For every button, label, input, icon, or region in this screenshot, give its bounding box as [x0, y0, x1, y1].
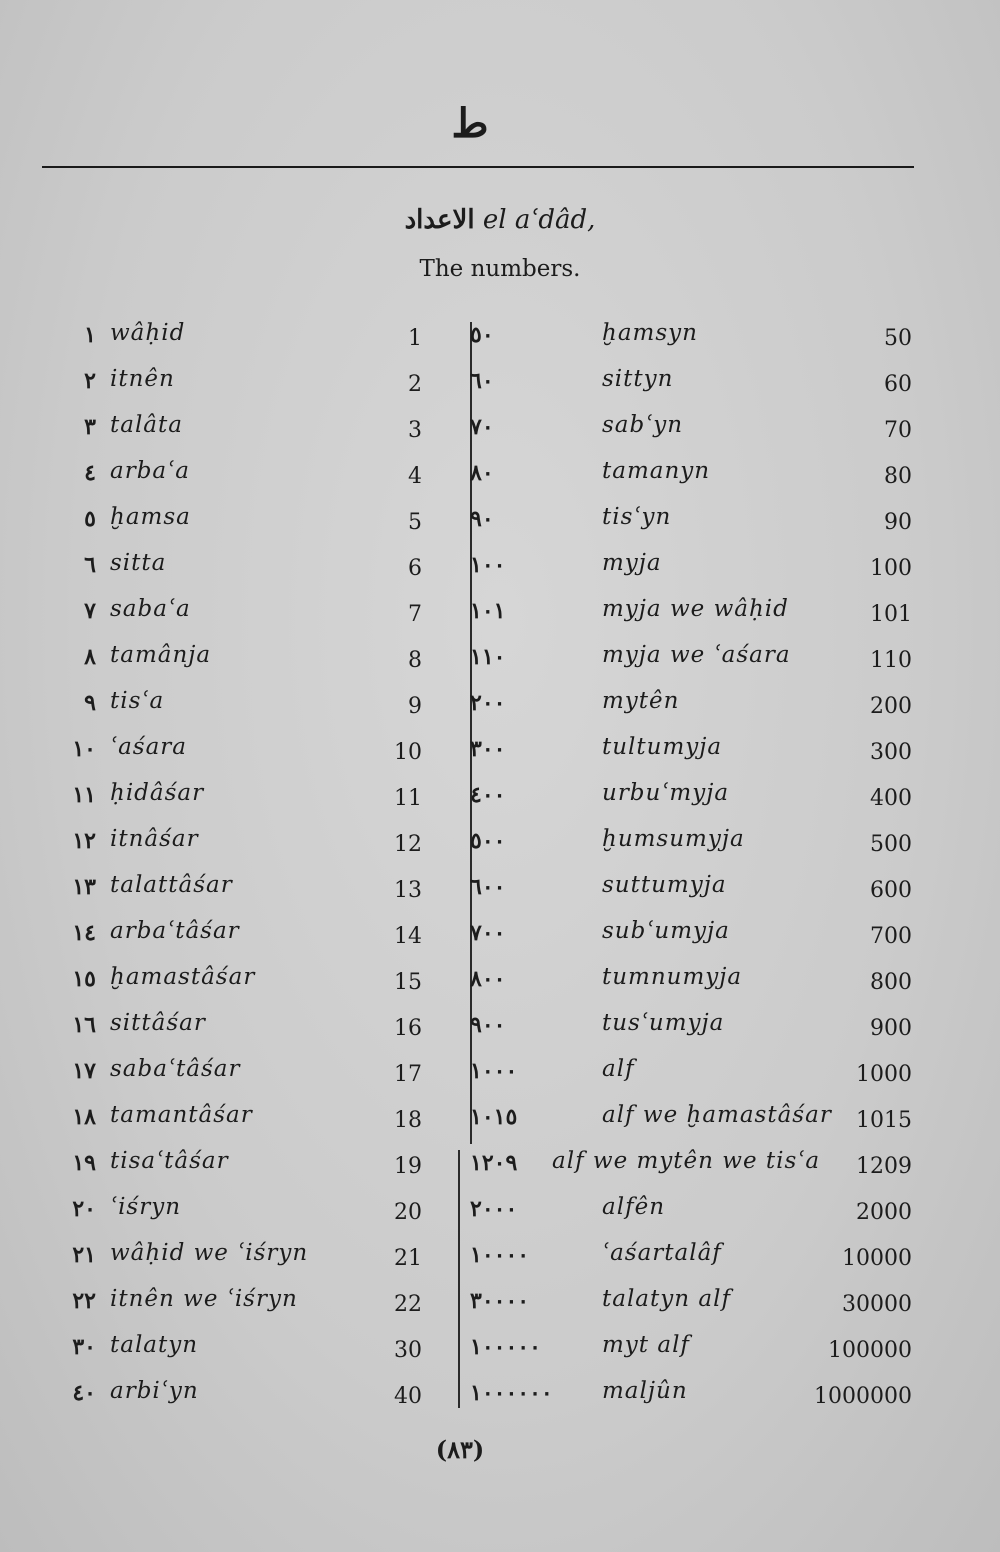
- number-word: alf: [602, 1056, 635, 1082]
- number-row: [462, 638, 912, 684]
- number-word: urbuʿmyja: [602, 780, 730, 806]
- western-numeral: 600: [870, 878, 912, 903]
- number-row: [50, 1190, 430, 1236]
- number-row: [462, 1282, 912, 1328]
- arabic-numeral: ٥٠: [470, 322, 494, 348]
- arabic-numeral: ٤٠: [72, 1380, 96, 1406]
- header-rule: [42, 166, 914, 168]
- western-numeral: 30: [394, 1338, 422, 1363]
- western-numeral: 70: [884, 418, 912, 443]
- number-row: [50, 776, 430, 822]
- western-numeral: 700: [870, 924, 912, 949]
- western-numeral: 7: [408, 602, 422, 627]
- arabic-numeral: ٧: [84, 598, 96, 624]
- number-row: [50, 1282, 430, 1328]
- number-word: ḫumsumyja: [602, 826, 745, 852]
- arabic-numeral: ٩: [84, 690, 96, 716]
- number-row: [50, 1098, 430, 1144]
- number-word: sittâśar: [110, 1010, 206, 1036]
- number-row: [462, 776, 912, 822]
- number-row: [50, 960, 430, 1006]
- number-word: talatyn alf: [602, 1286, 731, 1312]
- number-row: [462, 1374, 912, 1420]
- number-row: [50, 1006, 430, 1052]
- number-row: [50, 730, 430, 776]
- arabic-numeral: ٨: [84, 644, 96, 670]
- number-row: [50, 408, 430, 454]
- number-word: alf we ḫamastâśar: [602, 1102, 832, 1128]
- western-numeral: 500: [870, 832, 912, 857]
- number-word: ʿiśryn: [110, 1194, 182, 1220]
- western-numeral: 50: [884, 326, 912, 351]
- western-numeral: 1: [408, 326, 422, 351]
- number-word: talattâśar: [110, 872, 233, 898]
- number-word: arbaʿa: [110, 458, 190, 484]
- arabic-numeral: ٧٠٠: [470, 920, 506, 946]
- number-word: sitta: [110, 550, 167, 576]
- arabic-numeral: ٢٠٠: [470, 690, 506, 716]
- number-row: [462, 408, 912, 454]
- western-numeral: 6: [408, 556, 422, 581]
- arabic-numeral: ١٣: [72, 874, 96, 900]
- western-numeral: 4: [408, 464, 422, 489]
- column-divider-lower: [458, 1150, 460, 1408]
- number-word: ʿaśartalâf: [602, 1240, 722, 1266]
- number-row: [50, 1052, 430, 1098]
- number-word: myt alf: [602, 1332, 690, 1358]
- western-numeral: 60: [884, 372, 912, 397]
- number-row: [50, 546, 430, 592]
- arabic-numeral: ١٧: [72, 1058, 96, 1084]
- western-numeral: 800: [870, 970, 912, 995]
- arabic-numeral: ٦: [84, 552, 96, 578]
- number-word: maljûn: [602, 1378, 688, 1404]
- arabic-numeral: ١٢: [72, 828, 96, 854]
- number-row: [50, 638, 430, 684]
- arabic-numeral: ١٨: [72, 1104, 96, 1130]
- number-word: talatyn: [110, 1332, 199, 1358]
- number-word: sittyn: [602, 366, 674, 392]
- number-word: tamanyn: [602, 458, 711, 484]
- western-numeral: 3: [408, 418, 422, 443]
- number-row: [50, 1144, 430, 1190]
- arabic-numeral: ١٠٠٠: [470, 1058, 518, 1084]
- number-word: myja: [602, 550, 662, 576]
- number-word: ʿaśara: [110, 734, 187, 760]
- arabic-numeral: ٢: [84, 368, 96, 394]
- arabic-numeral: ٦٠: [470, 368, 494, 394]
- western-numeral: 17: [394, 1062, 422, 1087]
- page-number: (٨٣): [435, 1435, 485, 1464]
- number-row: [462, 316, 912, 362]
- number-row: [462, 730, 912, 776]
- number-row: [462, 868, 912, 914]
- number-word: tumnumyja: [602, 964, 743, 990]
- arabic-numeral: ٩٠٠: [470, 1012, 506, 1038]
- western-numeral: 16: [394, 1016, 422, 1041]
- arabic-numeral: ١٠٠٠٠٠: [470, 1334, 541, 1360]
- arabic-numeral: ٢٠: [72, 1196, 96, 1222]
- number-row: [462, 546, 912, 592]
- number-word: wâḥid we ʿiśryn: [110, 1240, 309, 1266]
- western-numeral: 10: [394, 740, 422, 765]
- arabic-numeral: ٢٠٠٠: [470, 1196, 518, 1222]
- arabic-numeral: ٨٠٠: [470, 966, 506, 992]
- number-word: sabaʿa: [110, 596, 191, 622]
- western-numeral: 900: [870, 1016, 912, 1041]
- number-row: [50, 822, 430, 868]
- western-numeral: 13: [394, 878, 422, 903]
- number-row: [462, 500, 912, 546]
- number-row: [50, 500, 430, 546]
- arabic-numeral: ٤٠٠: [470, 782, 506, 808]
- number-row: [50, 914, 430, 960]
- arabic-numeral: ٥٠٠: [470, 828, 506, 854]
- western-numeral: 2: [408, 372, 422, 397]
- arabic-numeral: ١٠: [72, 736, 96, 762]
- number-row: [462, 1236, 912, 1282]
- western-numeral: 100000: [828, 1338, 912, 1363]
- number-row: [50, 1236, 430, 1282]
- number-row: [50, 1374, 430, 1420]
- title-arabic: الاعداد: [404, 205, 475, 235]
- number-row: [462, 1190, 912, 1236]
- number-word: tisʿyn: [602, 504, 672, 530]
- number-word: arbiʿyn: [110, 1378, 199, 1404]
- arabic-numeral: ٧٠: [470, 414, 494, 440]
- number-word: tisaʿtâśar: [110, 1148, 229, 1174]
- western-numeral: 101: [870, 602, 912, 627]
- western-numeral: 300: [870, 740, 912, 765]
- western-numeral: 40: [394, 1384, 422, 1409]
- number-word: myja we ʿaśara: [602, 642, 791, 668]
- number-word: tamânja: [110, 642, 212, 668]
- western-numeral: 100: [870, 556, 912, 581]
- arabic-numeral: ٨٠: [470, 460, 494, 486]
- section-letter: ط: [451, 100, 489, 147]
- number-word: ḥidâśar: [110, 780, 205, 806]
- number-row: [462, 960, 912, 1006]
- number-word: wâḥid: [110, 320, 186, 346]
- arabic-numeral: ١٥: [72, 966, 96, 992]
- number-row: [50, 868, 430, 914]
- western-numeral: 110: [870, 648, 912, 673]
- western-numeral: 200: [870, 694, 912, 719]
- western-numeral: 15: [394, 970, 422, 995]
- number-row: [50, 592, 430, 638]
- arabic-numeral: ٤: [84, 460, 96, 486]
- number-word: tusʿumyja: [602, 1010, 725, 1036]
- number-row: [462, 914, 912, 960]
- number-row: [50, 316, 430, 362]
- number-row: [462, 822, 912, 868]
- number-word: sabaʿtâśar: [110, 1056, 241, 1082]
- number-word: itnên we ʿiśryn: [110, 1286, 298, 1312]
- arabic-numeral: ٣٠٠: [470, 736, 506, 762]
- western-numeral: 30000: [842, 1292, 912, 1317]
- arabic-numeral: ١٠١٥: [470, 1104, 518, 1130]
- arabic-numeral: ١: [84, 322, 96, 348]
- number-word: suttumyja: [602, 872, 727, 898]
- number-word: ḫamastâśar: [110, 964, 256, 990]
- arabic-numeral: ٩٠: [470, 506, 494, 532]
- number-word: subʿumyja: [602, 918, 730, 944]
- arabic-numeral: ٢١: [72, 1242, 96, 1268]
- number-row: [50, 684, 430, 730]
- arabic-numeral: ١١: [72, 782, 96, 808]
- number-word: ḫamsa: [110, 504, 191, 530]
- numbers-left-column: [50, 316, 430, 1420]
- arabic-numeral: ١٤: [72, 920, 96, 946]
- western-numeral: 21: [394, 1246, 422, 1271]
- arabic-numeral: ١٩: [72, 1150, 96, 1176]
- arabic-numeral: ٣: [84, 414, 96, 440]
- number-word: ḫamsyn: [602, 320, 698, 346]
- number-word: talâta: [110, 412, 183, 438]
- arabic-numeral: ١٠٠٠٠٠٠: [470, 1380, 553, 1406]
- western-numeral: 400: [870, 786, 912, 811]
- number-word: alfên: [602, 1194, 666, 1220]
- western-numeral: 2000: [856, 1200, 912, 1225]
- western-numeral: 80: [884, 464, 912, 489]
- western-numeral: 18: [394, 1108, 422, 1133]
- number-row: [462, 1006, 912, 1052]
- western-numeral: 14: [394, 924, 422, 949]
- arabic-numeral: ٥: [84, 506, 96, 532]
- arabic-numeral: ١٠٠٠٠: [470, 1242, 530, 1268]
- number-word: mytên: [602, 688, 680, 714]
- number-row: [462, 362, 912, 408]
- western-numeral: 8: [408, 648, 422, 673]
- number-row: [462, 1052, 912, 1098]
- number-row: [462, 1144, 912, 1190]
- arabic-numeral: ٢٢: [72, 1288, 96, 1314]
- western-numeral: 10000: [842, 1246, 912, 1271]
- number-word: tultumyja: [602, 734, 723, 760]
- western-numeral: 5: [408, 510, 422, 535]
- number-row: [462, 454, 912, 500]
- number-row: [462, 592, 912, 638]
- title-transliteration: el aʿdâd,: [482, 205, 596, 235]
- arabic-numeral: ٣٠: [72, 1334, 96, 1360]
- arabic-numeral: ١٠٠: [470, 552, 506, 578]
- number-row: [50, 362, 430, 408]
- western-numeral: 1015: [856, 1108, 912, 1133]
- page-title: [0, 205, 1000, 235]
- arabic-numeral: ١١٠: [470, 644, 506, 670]
- number-word: itnên: [110, 366, 175, 392]
- number-row: [462, 684, 912, 730]
- number-row: [462, 1328, 912, 1374]
- arabic-numeral: ١٦: [72, 1012, 96, 1038]
- western-numeral: 1209: [856, 1154, 912, 1179]
- western-numeral: 11: [394, 786, 422, 811]
- western-numeral: 90: [884, 510, 912, 535]
- number-row: [50, 454, 430, 500]
- number-word: sabʿyn: [602, 412, 684, 438]
- number-word: itnâśar: [110, 826, 199, 852]
- numbers-right-column: [462, 316, 912, 1420]
- page-subtitle: The numbers.: [419, 256, 581, 282]
- western-numeral: 22: [394, 1292, 422, 1317]
- western-numeral: 9: [408, 694, 422, 719]
- number-word: arbaʿtâśar: [110, 918, 240, 944]
- number-word: tisʿa: [110, 688, 165, 714]
- number-word: alf we mytên we tisʿa: [552, 1148, 821, 1174]
- arabic-numeral: ٦٠٠: [470, 874, 506, 900]
- arabic-numeral: ٣٠٠٠٠: [470, 1288, 530, 1314]
- number-row: [462, 1098, 912, 1144]
- western-numeral: 1000000: [814, 1384, 912, 1409]
- western-numeral: 1000: [856, 1062, 912, 1087]
- western-numeral: 20: [394, 1200, 422, 1225]
- arabic-numeral: ١٢٠٩: [470, 1150, 518, 1176]
- number-word: myja we wâḥid: [602, 596, 789, 622]
- arabic-numeral: ١٠١: [470, 598, 506, 624]
- number-row: [50, 1328, 430, 1374]
- western-numeral: 19: [394, 1154, 422, 1179]
- western-numeral: 12: [394, 832, 422, 857]
- number-word: tamantâśar: [110, 1102, 253, 1128]
